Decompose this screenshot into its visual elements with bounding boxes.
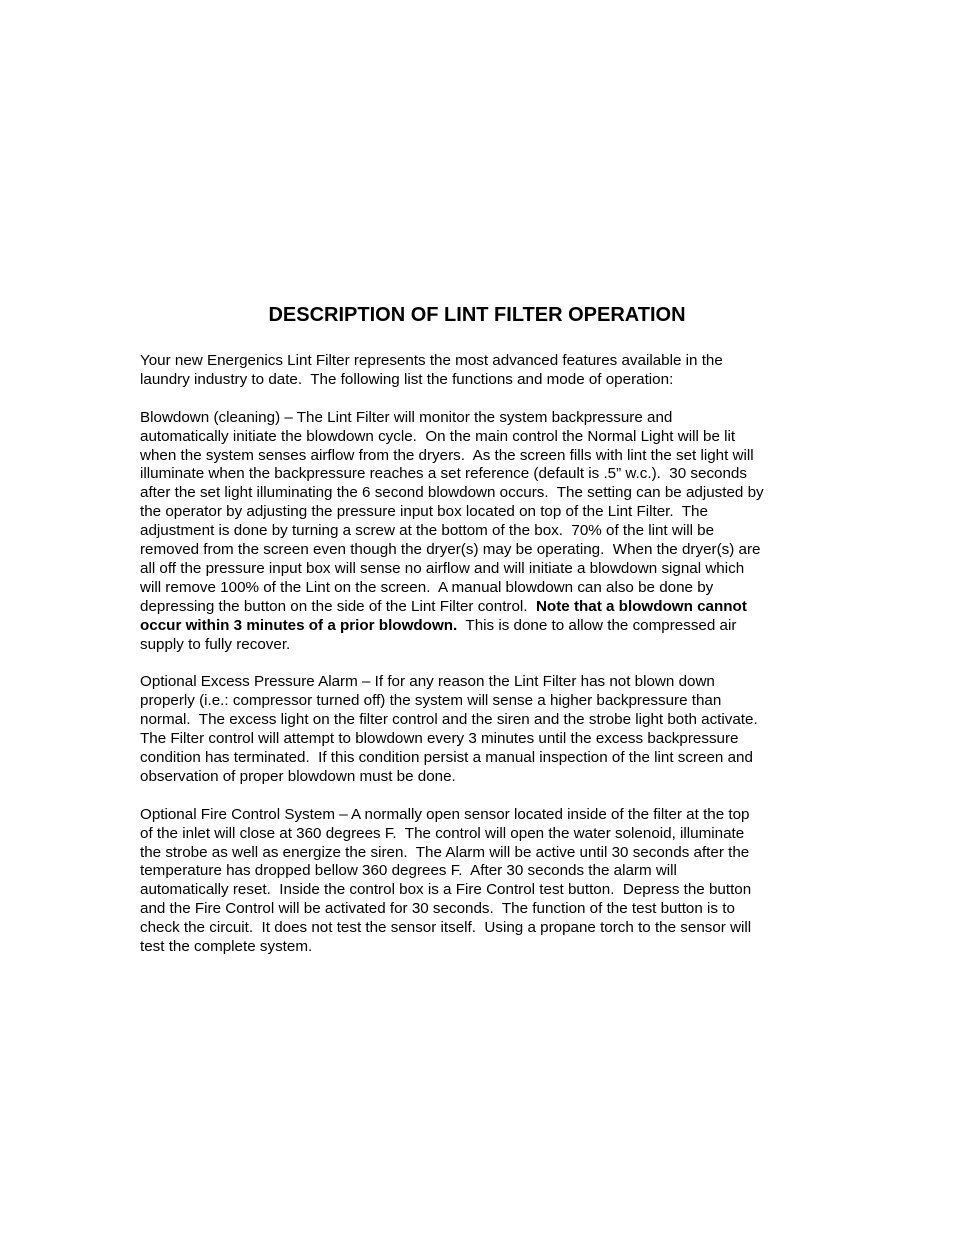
paragraph-line: removed from the screen even though the dryer(s) may be operating. When the dryer(s) are [140, 541, 761, 559]
paragraph-line: automatically initiate the blowdown cycle. On the main control the Normal Light will be lit [140, 427, 736, 445]
paragraph-line: Optional Fire Control System – A normally open sensor located inside of the filter at the top [140, 805, 750, 823]
excess-pressure-paragraph [140, 673, 830, 786]
paragraph-line: temperature has dropped bellow 360 degrees F. After 30 seconds the alarm will [140, 862, 677, 880]
paragraph-line: observation of proper blowdown must be done. [140, 767, 456, 785]
paragraph-line: Optional Excess Pressure Alarm – If for any reason the Lint Filter has not blown down [140, 673, 715, 691]
blowdown-note-bold: occur within 3 minutes of a prior blowdown. [140, 616, 458, 634]
paragraph-line: The Filter control will attempt to blowdown every 3 minutes until the excess backpressure [140, 730, 739, 748]
blowdown-paragraph [140, 409, 830, 655]
paragraph-line: properly (i.e.: compressor turned off) the system will sense a higher backpressure than [140, 692, 722, 710]
document-title: DESCRIPTION OF LINT FILTER OPERATION [268, 304, 686, 326]
paragraph-line: after the set light illuminating the 6 second blowdown occurs. The setting can be adjusted by [140, 484, 764, 502]
paragraph-line: of the inlet will close at 360 degrees F. The control will open the water solenoid, illuminate [140, 824, 745, 842]
paragraph-line: all off the pressure input box will sense no airflow and will initiate a blowdown signal which [140, 559, 745, 577]
paragraph-line [140, 617, 830, 636]
paragraph-line: when the system senses airflow from the dryers. As the screen fills with lint the set light will [140, 446, 754, 464]
paragraph-line [140, 598, 830, 617]
fire-control-paragraph [140, 806, 830, 957]
paragraph-line: the strobe as well as energize the siren. The Alarm will be active until 30 seconds after the [140, 843, 750, 861]
paragraph-line: test the complete system. [140, 938, 313, 956]
line-text: depressing the button on the side of the Lint Filter control. [140, 597, 536, 615]
paragraph-line: check the circuit. It does not test the sensor itself. Using a propane torch to the sensor will [140, 919, 752, 937]
document-body [140, 352, 830, 976]
paragraph-line: illuminate when the backpressure reaches a set reference (default is .5” w.c.). 30 seconds [140, 465, 747, 483]
paragraph-line: normal. The excess light on the filter control and the siren and the strobe light both activate. [140, 711, 758, 729]
paragraph-line: condition has terminated. If this condition persist a manual inspection of the lint screen and [140, 749, 753, 766]
paragraph-line: and the Fire Control will be activated for 30 seconds. The function of the test button is to [140, 900, 735, 918]
paragraph-line: will remove 100% of the Lint on the screen. A manual blowdown can also be done by [140, 578, 714, 596]
paragraph-line: Blowdown (cleaning) – The Lint Filter will monitor the system backpressure and [140, 408, 673, 426]
blowdown-note-bold: Note that a blowdown cannot [535, 597, 747, 615]
paragraph-line: Your new Energenics Lint Filter represents the most advanced features available in the [140, 352, 723, 369]
paragraph-line: supply to fully recover. [140, 635, 291, 653]
intro-paragraph [140, 352, 830, 390]
paragraph-line: adjustment is done by turning a screw at the bottom of the box. 70% of the lint will be [140, 522, 715, 540]
paragraph-line: laundry industry to date. The following list the functions and mode of operation: [140, 370, 674, 388]
paragraph-line: automatically reset. Inside the control box is a Fire Control test button. Depress the button [140, 881, 752, 899]
line-text: This is done to allow the compressed air [457, 616, 737, 634]
paragraph-line: the operator by adjusting the pressure input box located on top of the Lint Filter. The [140, 503, 708, 521]
